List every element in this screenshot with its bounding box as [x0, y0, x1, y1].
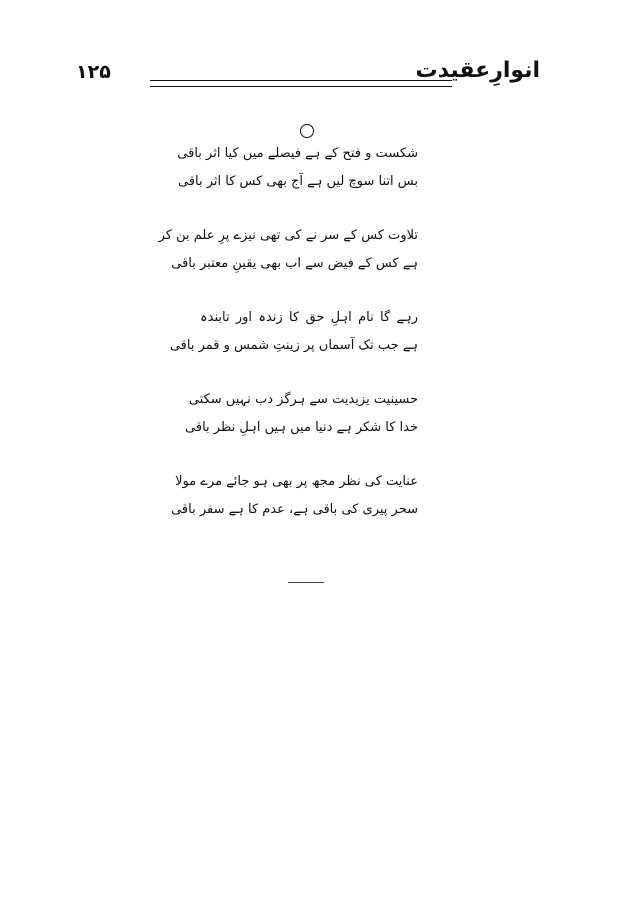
stanza	[169, 304, 418, 360]
header-rule-top	[150, 80, 452, 81]
verse-line: عنایت کی نظر مجھ پر بھی ہو جائے مرے مولا	[175, 474, 418, 489]
poem	[158, 140, 418, 550]
circle-ornament-icon	[300, 124, 314, 138]
book-title: انوارِعقیدت	[415, 58, 540, 83]
stanza	[171, 468, 418, 524]
verse-line: ہے جب تک آسماں پر زینتِ شمس و قمر باقی	[169, 338, 418, 353]
end-rule	[288, 582, 324, 583]
verse-line: سحر پیری کی باقی ہے، عدم کا ہے سفر باقی	[171, 502, 418, 517]
stanza	[185, 386, 418, 442]
header-rule-bottom	[150, 86, 452, 87]
verse-line: تلاوت کس کے سر نے کی تھی نیزے پرِ علم بن کر	[158, 228, 418, 243]
verse-line: بس اتنا سوچ لیں ہے آج بھی کس کا اثر باقی	[177, 174, 418, 189]
verse-line: رہے گا نام اہلِ حق کا زندہ اور تابندہ	[200, 310, 418, 325]
stanza	[158, 222, 418, 278]
stanza	[177, 140, 418, 196]
verse-line: حسینیت یزیدیت سے ہرگز دب نہیں سکتی	[188, 392, 418, 407]
page-number: ۱۲۵	[76, 61, 111, 83]
verse-line: شکست و فتح کے ہے فیصلے میں کیا اثر باقی	[177, 146, 418, 161]
verse-line: ہے کس کے فیض سے اب بھی یقینِ معتبر باقی	[171, 256, 418, 271]
verse-line: خدا کا شکر ہے دنیا میں ہیں اہلِ نظر باقی	[185, 420, 418, 435]
